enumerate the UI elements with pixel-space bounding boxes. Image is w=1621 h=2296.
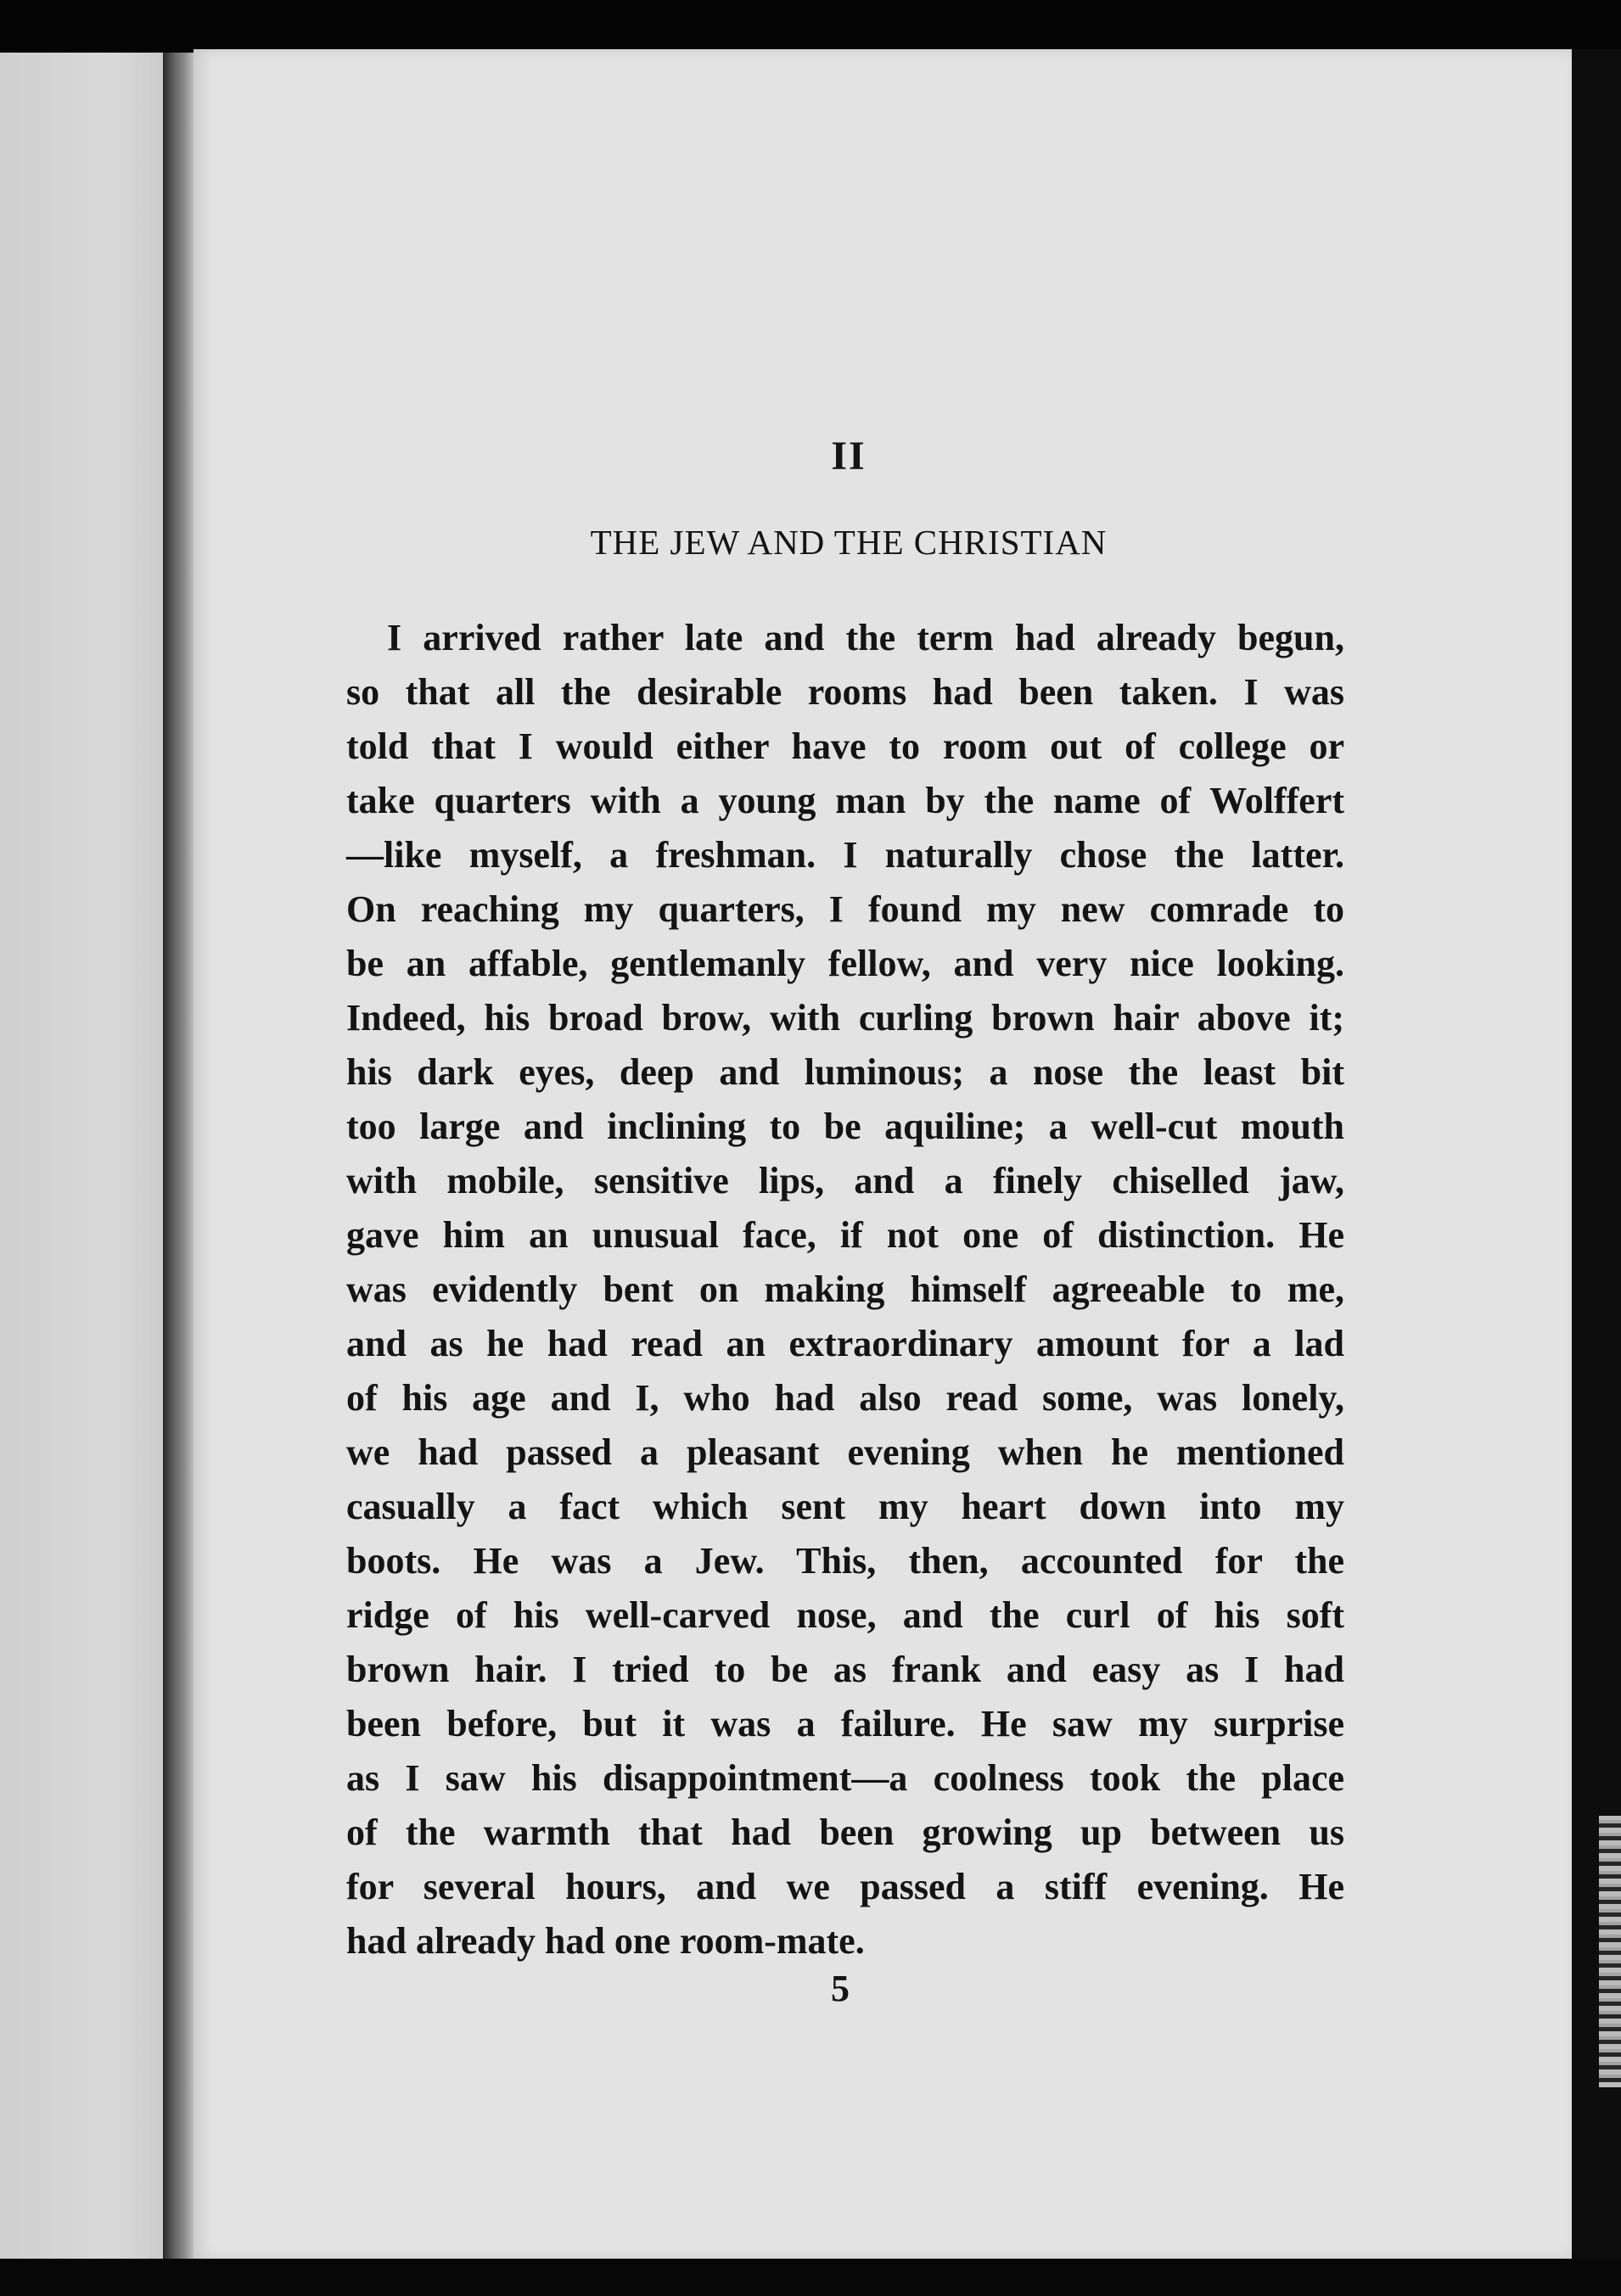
text-line: as I saw his disappointment—a coolness took the place xyxy=(346,1757,1344,1799)
text-line: had already had one room-mate. xyxy=(346,1920,865,1962)
text-line: I arrived rather late and the term had already begun, xyxy=(387,617,1344,658)
text-line: On reaching my quarters, I found my new comrade to xyxy=(346,888,1344,930)
text-line: casually a fact which sent my heart down into my xyxy=(346,1486,1344,1527)
text-line: be an affable, gentlemanly fellow, and very nice looking. xyxy=(346,943,1344,984)
text-line: been before, but it was a failure. He saw my surprise xyxy=(346,1703,1344,1744)
body-paragraph xyxy=(346,611,1344,1968)
page-number: 5 xyxy=(831,1968,850,2009)
facing-page-edge xyxy=(0,53,163,2259)
text-line: so that all the desirable rooms had been taken. I was xyxy=(346,671,1344,713)
text-line: told that I would either have to room out of college or xyxy=(346,725,1344,767)
text-line: of his age and I, who had also read some, was lonely, xyxy=(346,1377,1344,1419)
text-line: of the warmth that had been growing up between us xyxy=(346,1812,1344,1853)
text-line: his dark eyes, deep and luminous; a nose the least bit xyxy=(346,1051,1344,1093)
scan-bottom-border xyxy=(0,2259,1621,2296)
text-line: too large and inclining to be aquiline; a well-cut mouth xyxy=(346,1106,1344,1147)
text-line: ridge of his well-carved nose, and the curl of his soft xyxy=(346,1594,1344,1636)
text-line: boots. He was a Jew. This, then, accounted for the xyxy=(346,1540,1344,1582)
text-line: —like myself, a freshman. I naturally chose the latter. xyxy=(346,834,1344,876)
book-gutter xyxy=(163,53,194,2259)
text-line: with mobile, sensitive lips, and a finely chiselled jaw, xyxy=(346,1160,1344,1201)
text-line: and as he had read an extraordinary amount for a lad xyxy=(346,1323,1344,1364)
scan-top-border xyxy=(0,0,1621,53)
text-line: for several hours, and we passed a stiff evening. He xyxy=(346,1866,1344,1907)
text-line: brown hair. I tried to be as frank and easy as I had xyxy=(346,1649,1344,1690)
text-line: take quarters with a young man by the name of Wolffert xyxy=(346,780,1344,821)
text-line: we had passed a pleasant evening when he mentioned xyxy=(346,1431,1344,1473)
text-line: gave him an unusual face, if not one of distinction. He xyxy=(346,1214,1344,1256)
page-edge-fray xyxy=(1599,1816,1621,2087)
text-line: Indeed, his broad brow, with curling brown hair above it; xyxy=(346,997,1344,1039)
text-line: was evidently bent on making himself agreeable to me, xyxy=(346,1268,1344,1310)
chapter-title: THE JEW AND THE CHRISTIAN xyxy=(590,523,1108,562)
chapter-number: II xyxy=(831,434,867,479)
